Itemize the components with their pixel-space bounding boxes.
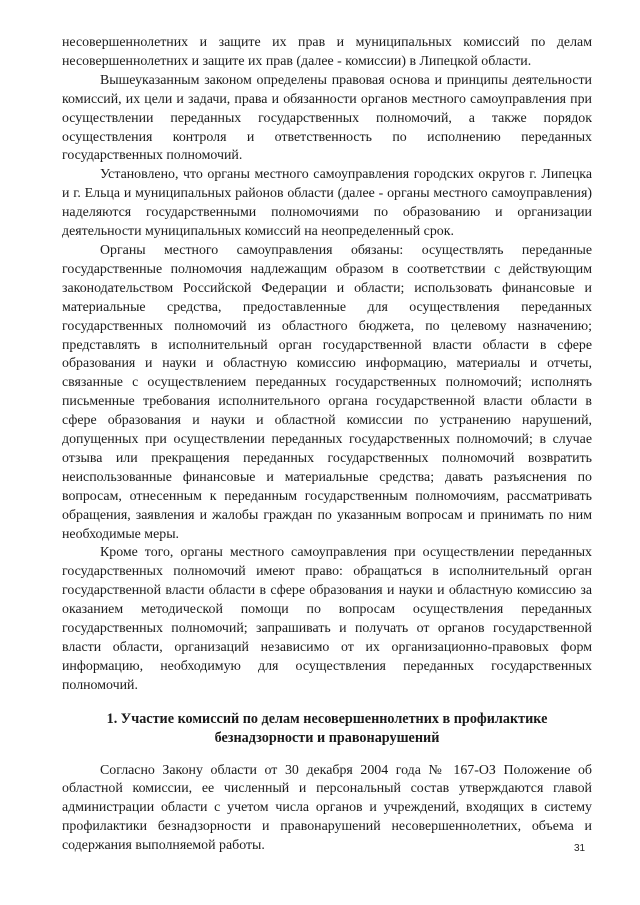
paragraph-obligations: Органы местного самоуправления обязаны: осуществлять переданные государственные полномочия надлежащим образом в соответствии с действующим законодательством Российской Федерации и области; использовать финансовые и материальные средства, предоставленные для осуществления переданных государственных полномочий из областного бюджета, по целевому назначению; представлять в исполнительный орган государственной власти области в сфере образования и науки и областную комиссию информацию, материалы и отчеты, связанные с осуществлением переданных государственных полномочий; исполнять письменные требования исполнительного органа государственной власти области в сфере образования и науки и областной комиссии по устранению нарушений, допущенных при осуществлении переданных государственных полномочий; в случае отзыва или прекращения переданных государственных полномочий возвратить неиспользованные финансовые и материальные средства; давать разъяснения по вопросам, отнесенным к переданным государственным полномочиям, рассматривать обращения, заявления и жалобы граждан по указанным вопросам и принимать по ним необходимые меры.	[62, 242, 592, 542]
page-number: 31	[574, 843, 586, 854]
section-heading: 1. Участие комиссий по делам несовершеннолетних в профилактике безнадзорности и правонарушений	[106, 710, 548, 746]
paragraph-rights: Кроме того, органы местного самоуправления при осуществлении переданных государственных полномочий имеют право: обращаться в исполнительный орган государственной власти области в сфере образования и науки и областную комиссию за оказанием методической помощи по вопросам осуществления переданных государственных полномочий; запрашивать и получать от органов государственной власти области, организаций независимо от их организационно-правовых форм информацию, необходимую для осуществления переданных государственных полномочий.	[62, 545, 592, 693]
paragraph-continuation: несовершеннолетних и защите их прав и муниципальных комиссий по делам несовершеннолетних и защите их прав (далее - комиссии) в Липецкой области.	[62, 35, 592, 69]
paragraph-law-principles: Вышеуказанным законом определены правовая основа и принципы деятельности комиссий, их цели и задачи, права и обязанности органов местного самоуправления при осуществлении переданных государственных полномочий, а также порядок осуществления контроля и ответственность по исполнению переданных государственных полномочий.	[62, 72, 592, 164]
paragraph-authority-delegation: Установлено, что органы местного самоуправления городских округов г. Липецка и г. Ельца и муниципальных районов области (далее - органы местного самоуправления) наделяются государственными полномочиями по образованию и организации деятельности муниципальных комиссий на неопределенный срок.	[62, 167, 592, 240]
document-page	[62, 34, 592, 856]
paragraph-commission-composition: Согласно Закону области от 30 декабря 2004 года № 167-ОЗ Положение об областной комиссии, ее численный и персональный состав утверждаются главой администрации области с учетом числа органов и учреждений, входящих в систему профилактики безнадзорности и правонарушений несовершеннолетних, объема и содержания выполняемой работы.	[62, 762, 592, 854]
